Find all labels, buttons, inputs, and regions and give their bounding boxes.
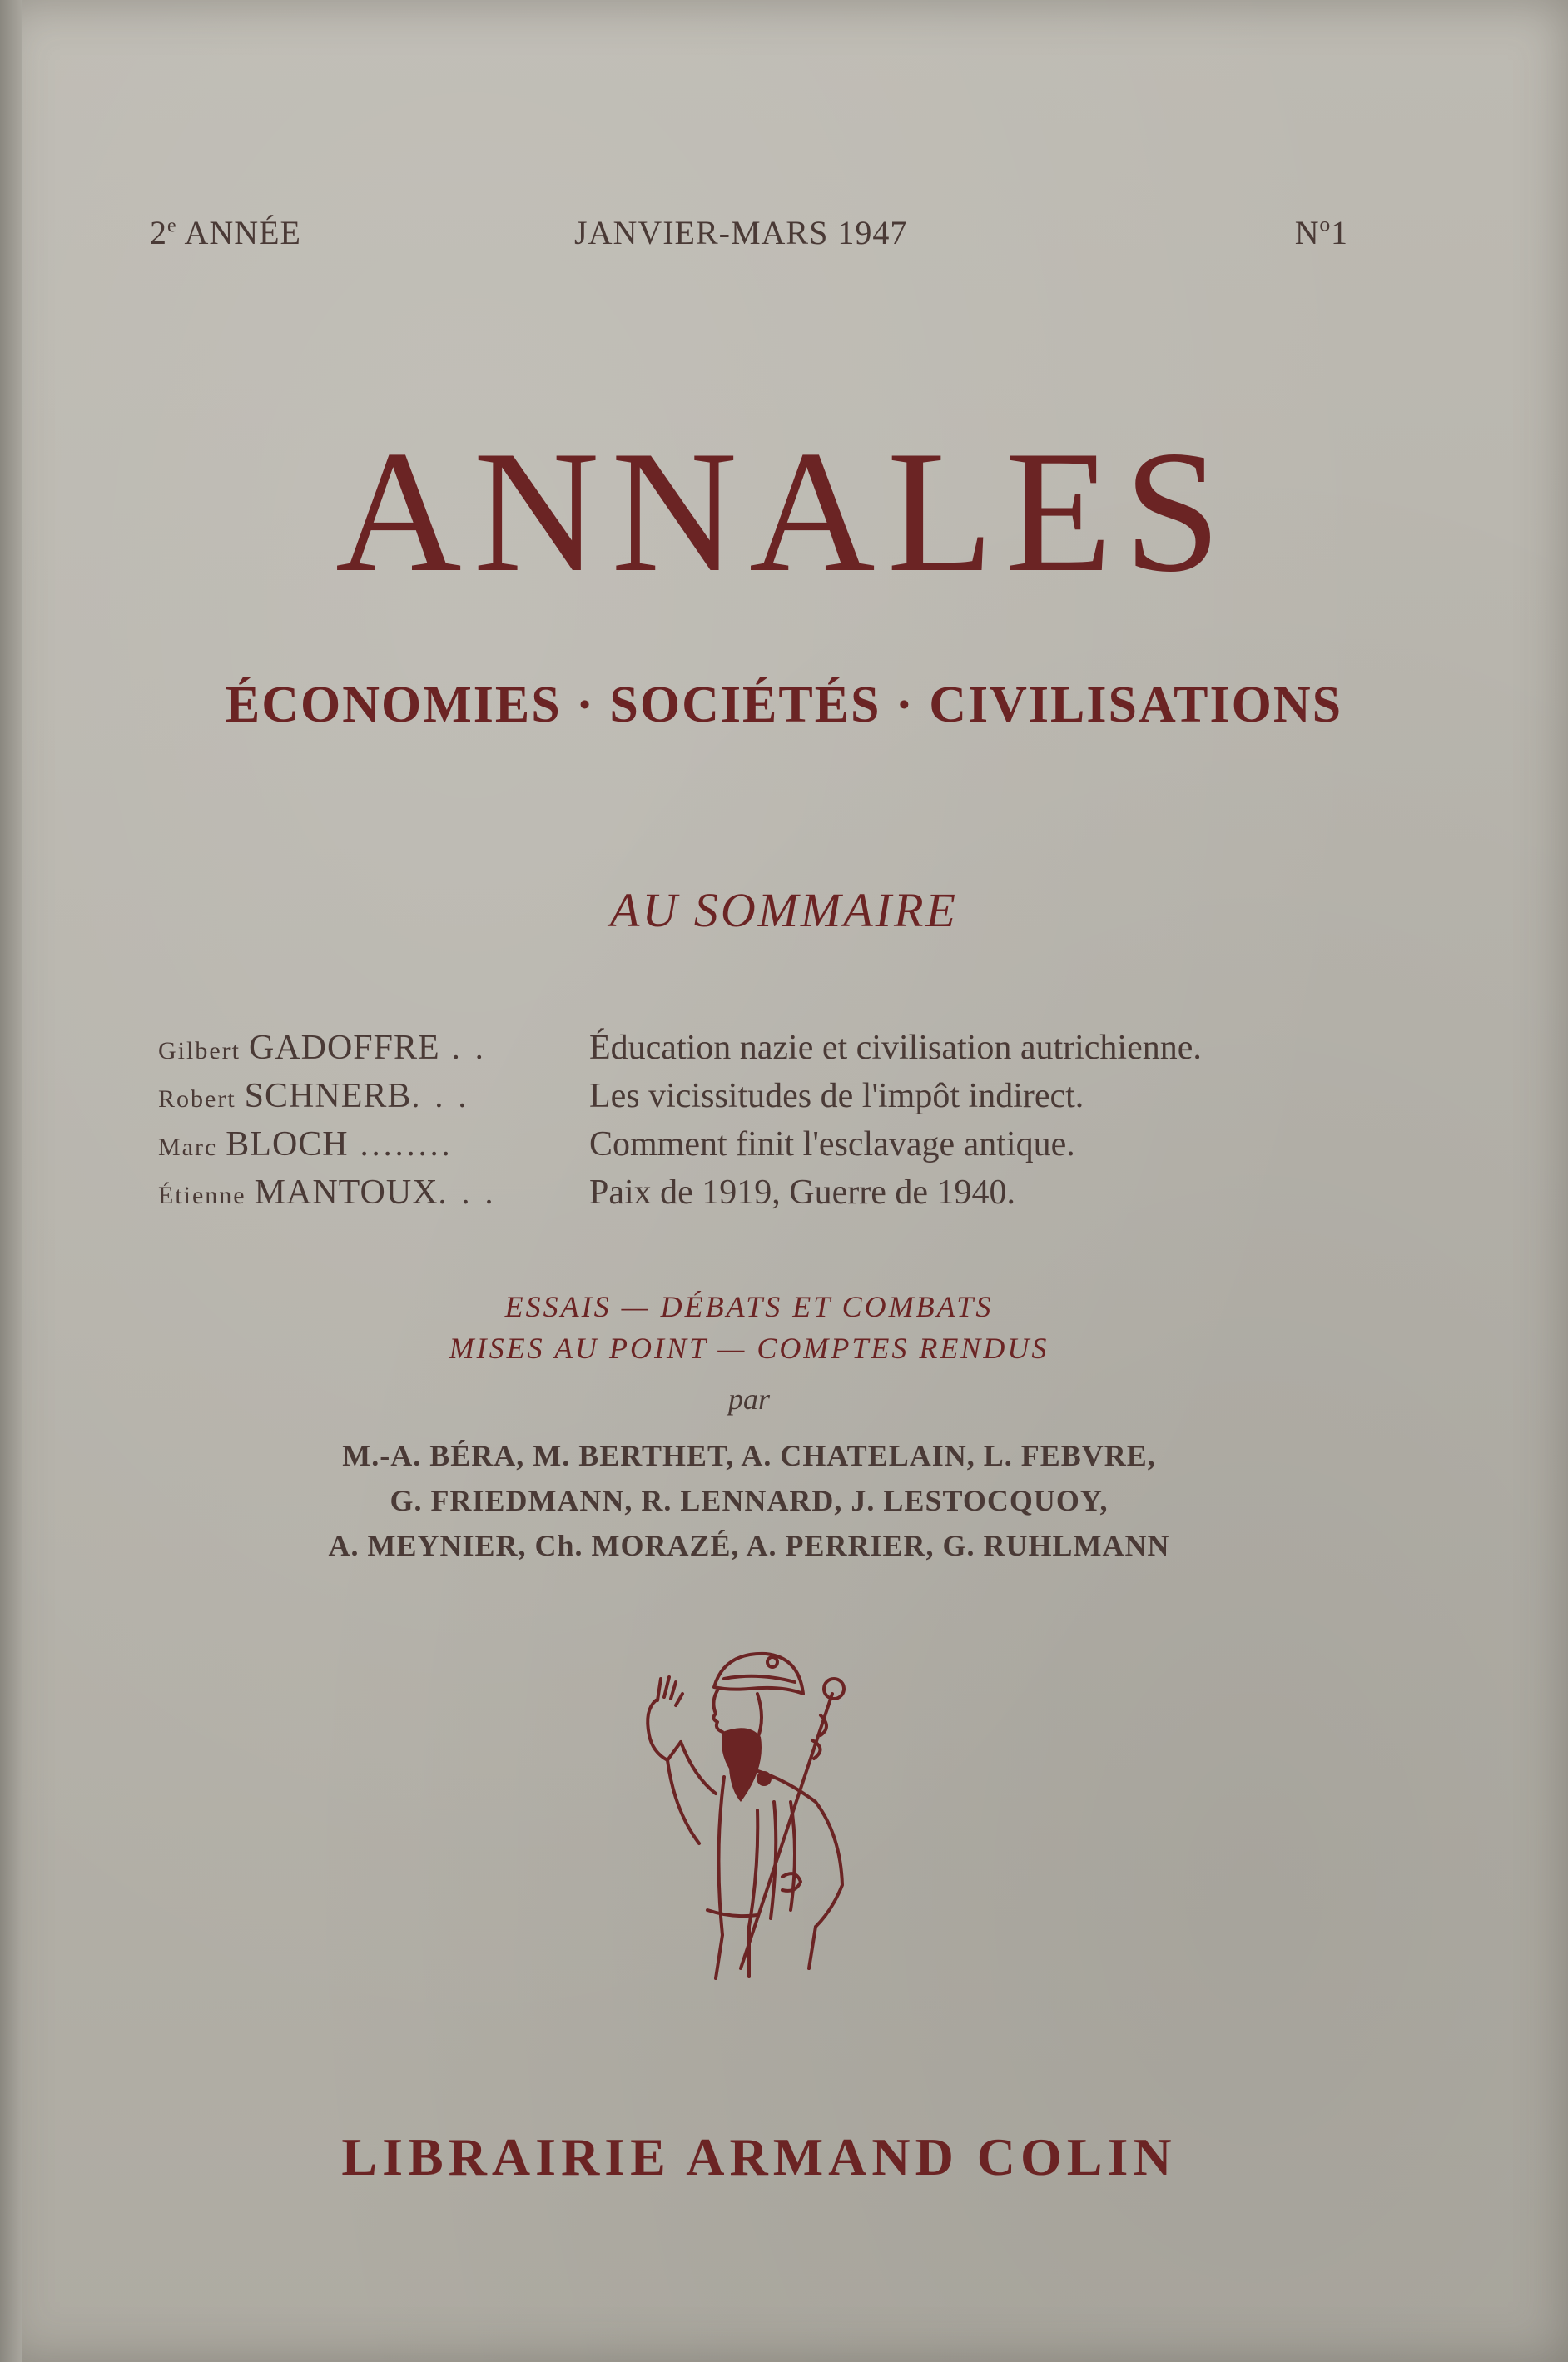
article-title: Paix de 1919, Guerre de 1940. bbox=[589, 1174, 1016, 1212]
toc-row bbox=[158, 1028, 1373, 1076]
year-number: 2 bbox=[150, 214, 167, 251]
author-last-name: SCHNERB bbox=[244, 1077, 412, 1115]
article-title: Les vicissitudes de l'impôt indirect. bbox=[589, 1077, 1084, 1115]
year-word: ANNÉE bbox=[184, 214, 301, 251]
contributors-line: M.-A. BÉRA, M. BERTHET, A. CHATELAIN, L. FEBVRE, bbox=[342, 1439, 1156, 1472]
toc-author bbox=[158, 1173, 583, 1213]
dot-leader: . . . bbox=[438, 1174, 497, 1211]
toc-row bbox=[158, 1124, 1373, 1173]
toc-author bbox=[158, 1076, 583, 1116]
author-first-name: Étienne bbox=[158, 1182, 246, 1209]
sections-line-1: ESSAIS — DÉBATS ET COMBATS bbox=[504, 1290, 994, 1323]
issue-header bbox=[150, 213, 1348, 263]
year-superscript: e bbox=[167, 215, 177, 237]
sections-list bbox=[0, 1286, 1498, 1369]
contributors-line: A. MEYNIER, Ch. MORAZÉ, A. PERRIER, G. RUHLMANN bbox=[328, 1529, 1170, 1562]
author-last-name: GADOFFRE bbox=[248, 1029, 440, 1067]
author-first-name: Gilbert bbox=[158, 1037, 241, 1064]
author-last-name: MANTOUX bbox=[254, 1174, 439, 1212]
publisher-name: LIBRAIRIE ARMAND COLIN bbox=[341, 2127, 1177, 2186]
table-of-contents bbox=[158, 1028, 1373, 1221]
period-label: JANVIER-MARS 1947 bbox=[574, 214, 908, 251]
contents-heading: AU SOMMAIRE bbox=[610, 883, 958, 937]
sections-line-2: MISES AU POINT — COMPTES RENDUS bbox=[449, 1332, 1049, 1365]
cover-edge bbox=[0, 0, 22, 2362]
dot-leader: ........ bbox=[348, 1125, 454, 1163]
toc-author bbox=[158, 1124, 583, 1164]
author-last-name: BLOCH bbox=[226, 1125, 349, 1164]
toc-row bbox=[158, 1173, 1373, 1221]
dot-leader: . . . bbox=[411, 1077, 470, 1114]
author-first-name: Marc bbox=[158, 1134, 218, 1161]
contributors-line: G. FRIEDMANN, R. LENNARD, J. LESTOCQUOY, bbox=[390, 1484, 1109, 1517]
hermes-figure-icon bbox=[624, 1635, 907, 1993]
article-title: Éducation nazie et civilisation autrichienne. bbox=[589, 1029, 1202, 1067]
toc-row bbox=[158, 1076, 1373, 1124]
by-label: par bbox=[727, 1382, 770, 1416]
year-label bbox=[150, 213, 301, 252]
article-title: Comment finit l'esclavage antique. bbox=[589, 1125, 1075, 1164]
journal-title: ANNALES bbox=[335, 415, 1233, 608]
contributors-list bbox=[0, 1433, 1498, 1568]
dot-leader: . . bbox=[439, 1029, 487, 1066]
toc-author bbox=[158, 1028, 583, 1068]
issue-number: Nº1 bbox=[1294, 214, 1348, 251]
journal-subtitle: ÉCONOMIES · SOCIÉTÉS · CIVILISATIONS bbox=[225, 677, 1343, 733]
author-first-name: Robert bbox=[158, 1085, 236, 1113]
